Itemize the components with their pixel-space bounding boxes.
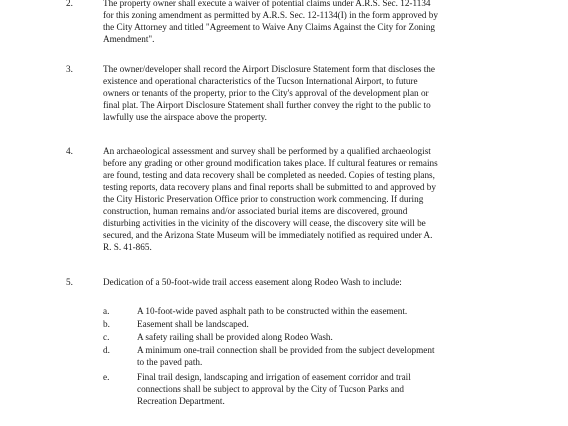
subitem-line: Recreation Department.	[137, 396, 225, 406]
item-2-line: The property owner shall execute a waiver of potential claims under A.R.S. Sec. 12-1134	[103, 0, 431, 8]
item-2-line: Amendment".	[103, 34, 155, 44]
subitem-line: connections shall be subject to approval by the City of Tucson Parks and	[137, 384, 404, 394]
subitem-letter: d.	[103, 345, 110, 355]
item-4-line: the City Historic Preservation Office prior to construction work commencing. If during	[103, 194, 424, 204]
item-4-line: disturbing activities in the vicinity of the discovery will cease, the discovery site will be	[103, 218, 426, 228]
item-2-line: the City Attorney and titled "Agreement to Waive Any Claims Against the City for Zoning	[103, 22, 436, 32]
item-2-line: for this zoning amendment as permitted by A.R.S. Sec. 12-1134(I) in the form approved by	[103, 10, 438, 20]
subitem-letter: c.	[103, 332, 110, 342]
item-3-line: existence and operational characteristics of the Tucson International Airport, to future	[103, 76, 418, 86]
subitem-line: A 10-foot-wide paved asphalt path to be constructed within the easement.	[137, 306, 408, 316]
subitem-line: to the paved path.	[137, 357, 203, 367]
subitem-line: A minimum one-trail connection shall be provided from the subject development	[137, 345, 435, 355]
item-3-line: lawfully use the airspace above the property.	[103, 112, 267, 122]
item-number: 5.	[66, 277, 73, 287]
item-number: 3.	[66, 64, 73, 74]
subitem-letter: b.	[103, 319, 110, 329]
item-number: 2.	[66, 0, 73, 8]
item-4-line: testing reports, data recovery plans and final reports shall be submitted to and approved by	[103, 182, 436, 192]
subitem-letter: e.	[103, 372, 110, 382]
subitem-line: A safety railing shall be provided along Rodeo Wash.	[137, 332, 333, 342]
item-4-line: construction, human remains and/or associated burial items are discovered, ground	[103, 206, 408, 216]
item-4-line: An archaeological assessment and survey shall be performed by a qualified archaeologist	[103, 146, 431, 156]
item-number: 4.	[66, 146, 73, 156]
subitem-letter: a.	[103, 306, 110, 316]
subitem-line: Easement shall be landscaped.	[137, 319, 249, 329]
item-4-line: secured, and the Arizona State Museum will be immediately notified as required under A.	[103, 230, 433, 240]
item-4-line: R. S. 41-865.	[103, 242, 152, 252]
item-5-line: Dedication of a 50-foot-wide trail access easement along Rodeo Wash to include:	[103, 277, 402, 287]
item-3-line: final plat. The Airport Disclosure Statement shall further convey the right to the public to	[103, 100, 431, 110]
item-4-line: before any grading or other ground modification takes place. If cultural features or remains	[103, 158, 438, 168]
item-3-line: owners or tenants of the property, prior to the City's approval of the development plan or	[103, 88, 429, 98]
subitem-line: Final trail design, landscaping and irrigation of easement corridor and trail	[137, 372, 411, 382]
item-3-line: The owner/developer shall record the Airport Disclosure Statement form that discloses the	[103, 64, 435, 74]
item-4-line: are found, testing and data recovery shall be completed as needed. Copies of testing plans,	[103, 170, 435, 180]
